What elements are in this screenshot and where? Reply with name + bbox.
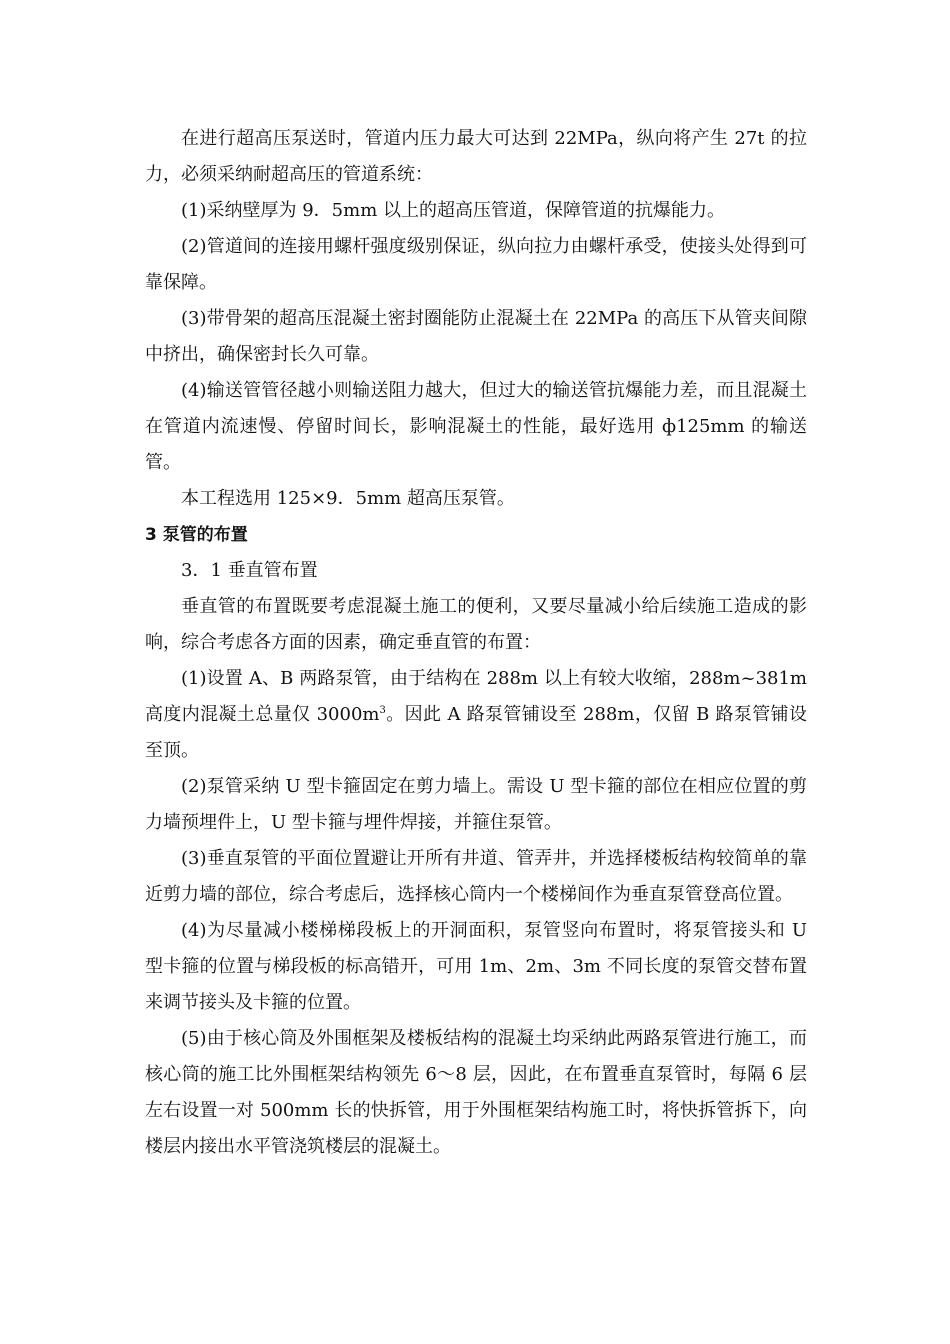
paragraph-vertical-item-5: (5)由于核心筒及外围框架及楼板结构的混凝土均采纳此两路泵管进行施工，而核心筒的施工比外围框架结构领先 6～8 层，因此，在布置垂直泵管时，每隔 6 层左右设置一对 500mm 长的快拆管，用于外围框架结构施工时，将快拆管拆下，向楼层内接出水平管浇筑楼层的混凝土。 xyxy=(145,1028,807,1157)
paragraph-vertical-item-3: (3)垂直泵管的平面位置避让开所有井道、管弄井，并选择楼板结构较简单的靠近剪力墙的部位，综合考虑后，选择核心筒内一个楼梯间作为垂直泵管登高位置。 xyxy=(145,848,807,905)
subsection-heading: 3．1 垂直管布置 xyxy=(181,560,318,581)
item-1-text-before: (1)设置 A、B 两路泵管，由于结构在 288m 以上有较大收缩，288m~381m 高度内混凝土总量仅 3000m xyxy=(145,668,807,725)
paragraph-item-wall-thickness: (1)采纳壁厚为 9．5mm 以上的超高压管道，保障管道的抗爆能力。 xyxy=(181,200,725,221)
paragraph-item-seal-ring: (3)带骨架的超高压混凝土密封圈能防止混凝土在 22MPa 的高压下从管夹间隙中挤出，确保密封长久可靠。 xyxy=(145,308,807,365)
paragraph-pressure: 在进行超高压泵送时，管道内压力最大可达到 22MPa，纵向将产生 27t 的拉力，必须采纳耐超高压的管道系统： xyxy=(145,128,807,185)
paragraph-item-pipe-diameter: (4)输送管管径越小则输送阻力越大，但过大的输送管抗爆能力差，而且混凝土在管道内流速慢、停留时间长，影响混凝土的性能，最好选用 ф125mm 的输送管。 xyxy=(145,380,807,473)
section-heading: 3 泵管的布置 xyxy=(145,525,248,545)
paragraph-pipe-selection: 本工程选用 125×9．5mm 超高压泵管。 xyxy=(181,488,515,509)
superscript-cubic: 3 xyxy=(379,705,386,716)
item-1-text-after: 。因此 A 路泵管铺设至 288m，仅留 B 路泵管铺设至顶。 xyxy=(145,704,807,761)
paragraph-vertical-item-1 xyxy=(145,661,807,769)
paragraph-item-bolt-connection: (2)管道间的连接用螺杆强度级别保证，纵向拉力由螺杆承受，使接头处得到可靠保障。 xyxy=(145,236,807,293)
paragraph-vertical-intro: 垂直管的布置既要考虑混凝土施工的便利，又要尽量减小给后续施工造成的影响，综合考虑各方面的因素，确定垂直管的布置： xyxy=(145,596,807,653)
document-body xyxy=(145,121,807,1165)
paragraph-vertical-item-2: (2)泵管采纳 U 型卡箍固定在剪力墙上。需设 U 型卡箍的部位在相应位置的剪力墙预埋件上，U 型卡箍与埋件焊接，并箍住泵管。 xyxy=(145,776,807,833)
paragraph-vertical-item-4: (4)为尽量减小楼梯梯段板上的开洞面积，泵管竖向布置时，将泵管接头和 U 型卡箍的位置与梯段板的标高错开，可用 1m、2m、3m 不同长度的泵管交替布置来调节接头及卡箍的位置。 xyxy=(145,920,807,1013)
